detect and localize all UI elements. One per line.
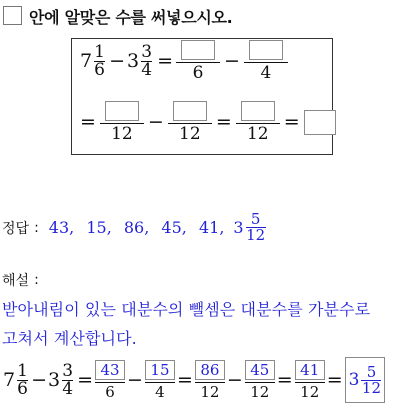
fraction-b-numerator: 3 xyxy=(62,360,74,381)
answer-value: 41, xyxy=(198,218,225,237)
filled-fraction-5 xyxy=(295,360,325,400)
fraction-a xyxy=(94,41,105,80)
filled-numerator: 41 xyxy=(295,360,325,380)
whole-number-b: 3 xyxy=(48,369,61,391)
problem-equation-line-1 xyxy=(80,40,288,82)
fraction-b-denominator: 4 xyxy=(141,59,153,80)
solution-equation xyxy=(3,357,385,403)
fraction-b-numerator: 3 xyxy=(141,41,153,62)
answer-blank-icon xyxy=(3,6,22,25)
filled-answer-fraction xyxy=(361,362,382,397)
whole-number-a: 7 xyxy=(80,50,93,72)
answer-values xyxy=(49,218,234,237)
filled-answer-numerator: 5 xyxy=(366,362,377,381)
equals-sign: = xyxy=(283,111,300,133)
fraction-denominator: 12 xyxy=(250,383,270,401)
equals-sign: = xyxy=(77,369,94,391)
filled-fraction-3 xyxy=(195,360,225,400)
fraction-b xyxy=(141,41,153,80)
fraction-a-denominator: 6 xyxy=(94,59,105,80)
answer-final-denominator: 12 xyxy=(246,226,266,244)
answer-value: 15, xyxy=(86,218,112,237)
filled-fraction-2 xyxy=(145,360,175,400)
filled-answer-box xyxy=(345,357,386,403)
fraction-denominator: 6 xyxy=(192,63,204,83)
numerator-input-box[interactable] xyxy=(241,101,275,121)
explanation-label: 해설 xyxy=(2,273,30,289)
fraction-b xyxy=(62,360,74,399)
fraction-denominator: 6 xyxy=(105,383,115,401)
minus-sign: − xyxy=(31,369,48,391)
filled-numerator: 45 xyxy=(245,360,275,380)
blank-fraction-1 xyxy=(176,40,220,82)
answer-line xyxy=(2,212,266,243)
filled-numerator: 43 xyxy=(95,360,125,380)
explanation-colon: : xyxy=(34,272,39,288)
explanation-text-line-2: 고쳐서 계산합니다. xyxy=(2,329,137,348)
answer-colon: : xyxy=(34,219,39,236)
equals-sign: = xyxy=(215,111,232,133)
filled-answer-denominator: 12 xyxy=(361,378,382,397)
filled-answer-whole: 3 xyxy=(348,370,360,390)
answer-input-box[interactable] xyxy=(304,110,336,135)
fraction-a-denominator: 6 xyxy=(17,378,28,399)
filled-numerator: 15 xyxy=(145,360,175,380)
whole-number-b: 3 xyxy=(127,50,140,72)
equals-sign: = xyxy=(276,369,293,391)
answer-label: 정답 xyxy=(2,220,30,237)
blank-fraction-5 xyxy=(236,101,280,143)
equals-sign: = xyxy=(176,369,193,391)
explanation-text-line-1: 받아내림이 있는 대분수의 뺄셈은 대분수를 가분수로 xyxy=(2,300,371,319)
fraction-denominator: 4 xyxy=(155,383,165,401)
fraction-a xyxy=(17,360,28,399)
instruction-text: 안에 알맞은 수를 써넣으시오. xyxy=(29,8,233,27)
filled-fraction-4 xyxy=(245,360,275,400)
problem-equation-line-2 xyxy=(80,101,336,143)
whole-number-a: 7 xyxy=(3,369,16,391)
minus-sign: − xyxy=(224,50,240,72)
equals-sign: = xyxy=(157,50,174,72)
minus-sign: − xyxy=(109,50,126,72)
fraction-denominator: 12 xyxy=(111,124,133,144)
blank-fraction-4 xyxy=(168,101,212,143)
filled-numerator: 86 xyxy=(195,360,225,380)
fraction-denominator: 12 xyxy=(200,383,220,401)
blank-fraction-2 xyxy=(244,40,288,82)
numerator-input-box[interactable] xyxy=(249,40,283,60)
equals-sign: = xyxy=(80,111,96,133)
filled-fraction-1 xyxy=(95,360,125,400)
blank-fraction-3 xyxy=(100,101,144,143)
minus-sign: − xyxy=(147,111,164,133)
answer-value: 86, xyxy=(123,218,150,237)
numerator-input-box[interactable] xyxy=(105,101,139,121)
answer-final-whole: 3 xyxy=(233,218,244,237)
minus-sign: − xyxy=(127,369,143,391)
fraction-b-denominator: 4 xyxy=(62,378,74,399)
minus-sign: − xyxy=(226,369,243,391)
numerator-input-box[interactable] xyxy=(181,40,215,60)
fraction-denominator: 12 xyxy=(179,124,201,144)
fraction-a-numerator: 1 xyxy=(17,360,28,381)
answer-value: 43, xyxy=(48,218,75,237)
numerator-input-box[interactable] xyxy=(173,101,207,121)
explanation-header xyxy=(2,270,39,290)
fraction-denominator: 12 xyxy=(246,124,269,144)
fraction-denominator: 4 xyxy=(260,63,272,83)
answer-value: 45, xyxy=(161,218,187,237)
fraction-a-numerator: 1 xyxy=(94,41,105,62)
answer-final-numerator: 5 xyxy=(250,210,261,228)
answer-final-fraction xyxy=(246,212,266,243)
fraction-denominator: 12 xyxy=(300,383,320,401)
equals-sign: = xyxy=(326,369,343,391)
